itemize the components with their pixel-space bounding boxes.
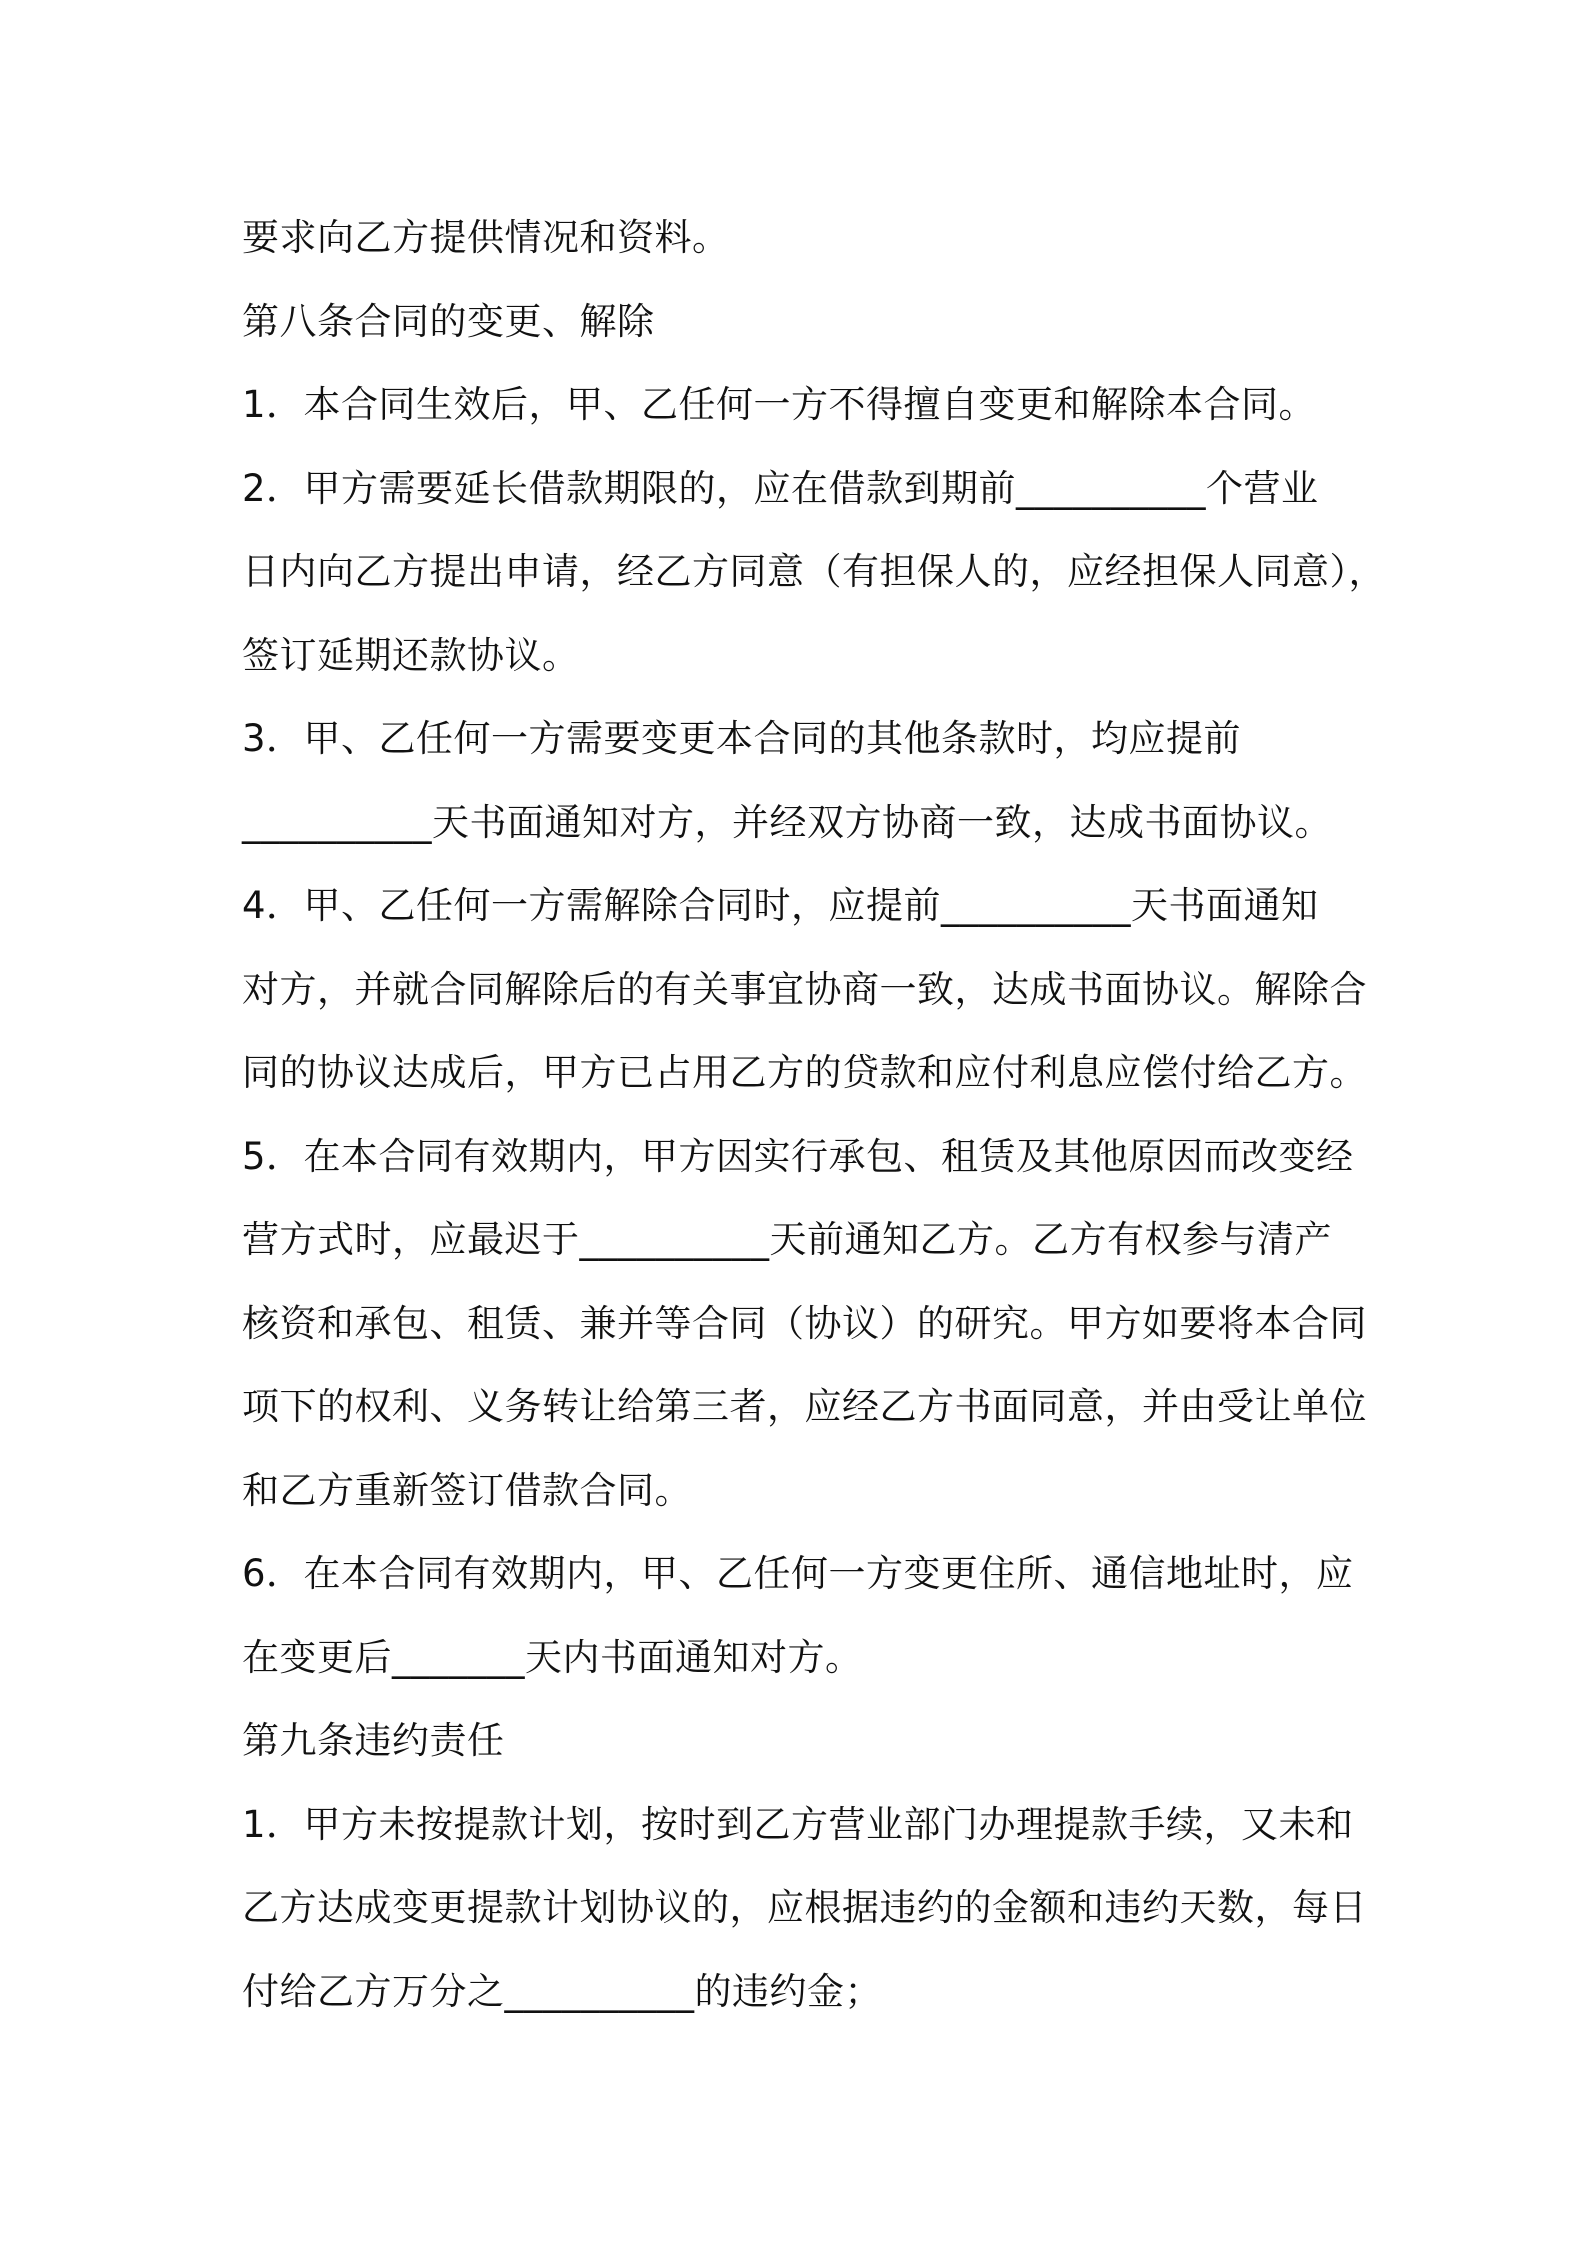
article-heading: 第八条合同的变更、解除 bbox=[242, 299, 655, 343]
text-line: 乙方达成变更提款计划协议的，应根据违约的金额和违约天数，每日 bbox=[242, 1886, 1367, 1929]
text-line: 核资和承包、租赁、兼并等合同（协议）的研究。甲方如要将本合同 bbox=[242, 1301, 1367, 1345]
document-body bbox=[242, 196, 1386, 2033]
text-line: 1．本合同生效后，甲、乙任何一方不得擅自变更和解除本合同。 bbox=[242, 383, 1317, 426]
text-line: 和乙方重新签订借款合同。 bbox=[242, 1468, 692, 1512]
text-line: 日内向乙方提出申请，经乙方同意（有担保人的，应经担保人同意）， bbox=[242, 550, 1386, 593]
text-line: __________天书面通知对方，并经双方协商一致，达成书面协议。 bbox=[242, 800, 1332, 844]
text-line: 付给乙方万分之__________的违约金； bbox=[242, 1969, 882, 2013]
text-line: 6．在本合同有效期内，甲、乙任何一方变更住所、通信地址时，应 bbox=[242, 1552, 1354, 1595]
text-line: 同的协议达成后，甲方已占用乙方的贷款和应付利息应偿付给乙方。 bbox=[242, 1051, 1367, 1094]
text-line: 营方式时，应最迟于__________天前通知乙方。乙方有权参与清产 bbox=[242, 1218, 1332, 1261]
text-line: 3．甲、乙任何一方需要变更本合同的其他条款时，均应提前 bbox=[242, 717, 1242, 760]
text-line: 4．甲、乙任何一方需解除合同时，应提前__________天书面通知 bbox=[242, 884, 1319, 927]
text-line: 要求向乙方提供情况和资料。 bbox=[242, 216, 730, 259]
article-heading: 第九条违约责任 bbox=[242, 1719, 505, 1762]
text-line: 对方，并就合同解除后的有关事宜协商一致，达成书面协议。解除合 bbox=[242, 967, 1367, 1011]
text-line: 5．在本合同有效期内，甲方因实行承包、租赁及其他原因而改变经 bbox=[242, 1134, 1354, 1178]
text-line: 项下的权利、义务转让给第三者，应经乙方书面同意，并由受让单位 bbox=[242, 1385, 1367, 1428]
text-line: 2．甲方需要延长借款期限的，应在借款到期前__________个营业 bbox=[242, 466, 1319, 510]
text-line: 1．甲方未按提款计划，按时到乙方营业部门办理提款手续，又未和 bbox=[242, 1802, 1354, 1846]
text-line: 在变更后_______天内书面通知对方。 bbox=[242, 1635, 863, 1679]
text-line: 签订延期还款协议。 bbox=[242, 633, 580, 677]
